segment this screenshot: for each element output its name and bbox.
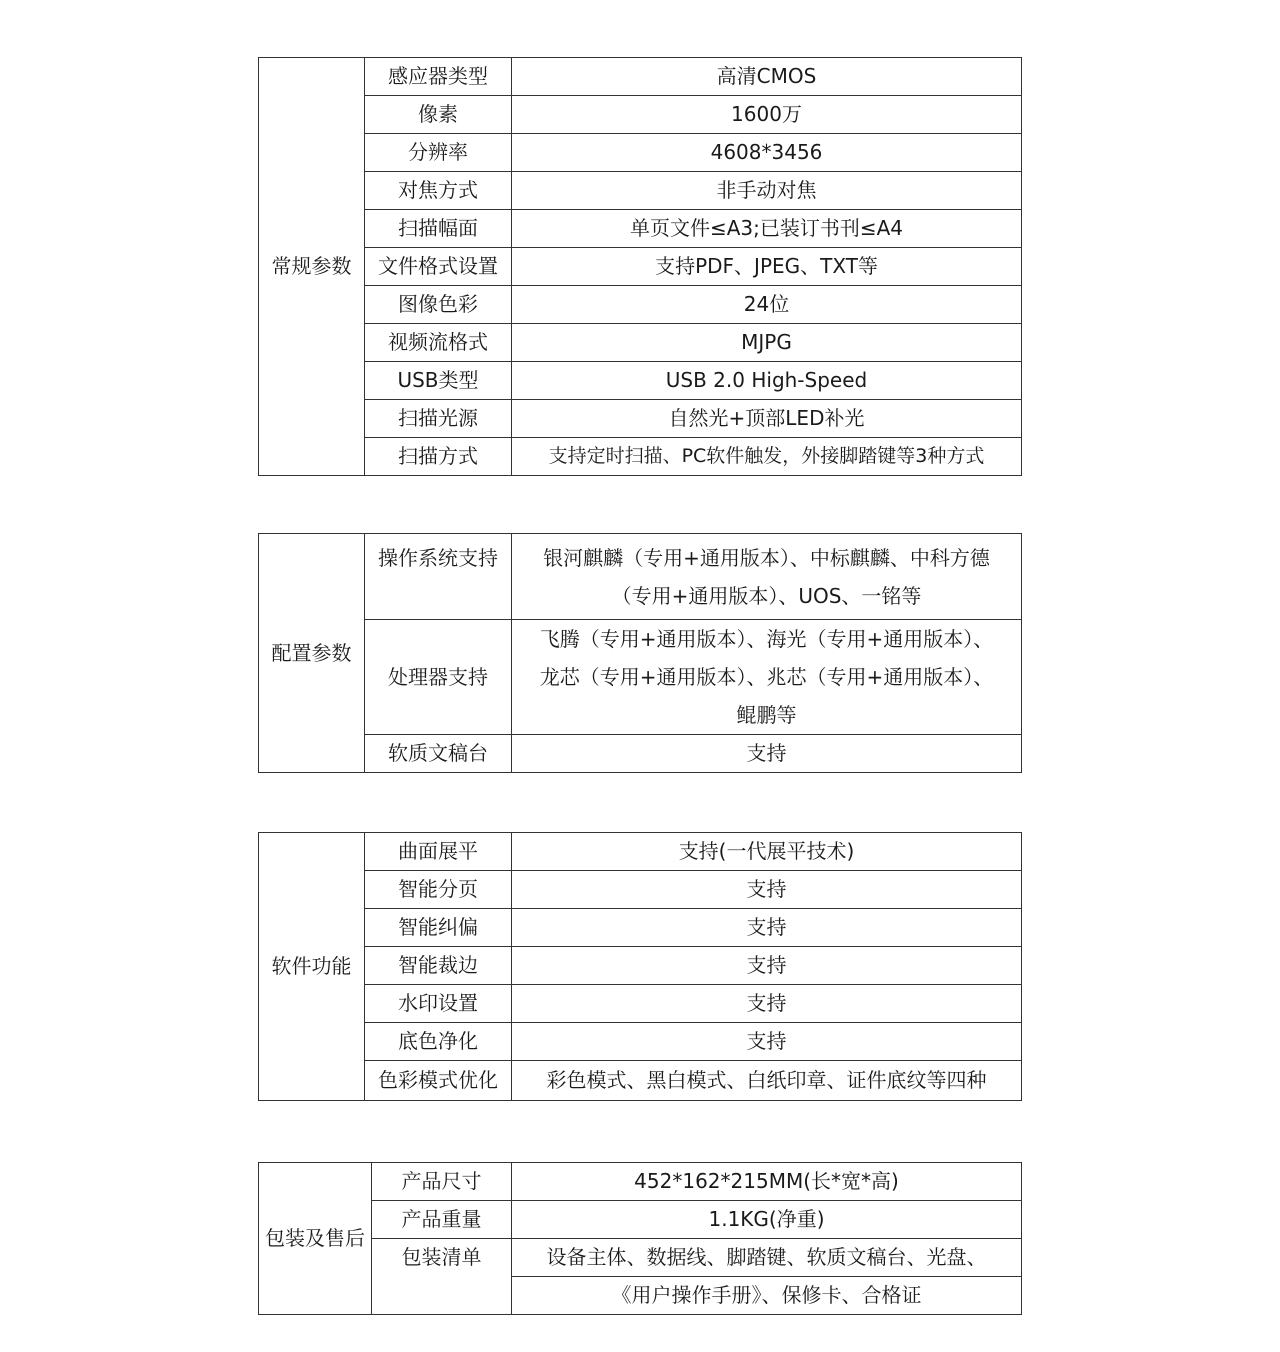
param-value: 支持 — [512, 871, 1022, 909]
param-label: 软质文稿台 — [365, 735, 512, 773]
param-label: 图像色彩 — [365, 286, 512, 324]
table-row — [259, 1163, 1022, 1201]
param-value: 支持(一代展平技术) — [512, 833, 1022, 871]
table-row — [259, 1239, 1022, 1277]
param-value: 支持定时扫描、PC软件触发，外接脚踏键等3种方式 — [512, 438, 1022, 476]
param-value: 支持 — [512, 909, 1022, 947]
param-value: 452*162*215MM(长*宽*高) — [512, 1163, 1022, 1201]
table-row — [259, 134, 1022, 172]
param-label: 包装清单 — [372, 1239, 512, 1315]
param-value: 高清CMOS — [512, 58, 1022, 96]
table-row — [259, 985, 1022, 1023]
param-value — [512, 620, 1022, 735]
param-label: 对焦方式 — [365, 172, 512, 210]
param-value: 1.1KG(净重) — [512, 1201, 1022, 1239]
category-cell: 常规参数 — [259, 58, 365, 476]
param-label: 操作系统支持 — [365, 534, 512, 620]
param-value: 非手动对焦 — [512, 172, 1022, 210]
param-label: 文件格式设置 — [365, 248, 512, 286]
table-row — [259, 620, 1022, 735]
param-value: 彩色模式、黑白模式、白纸印章、证件底纹等四种 — [512, 1061, 1022, 1101]
table-row — [259, 210, 1022, 248]
table-row — [259, 1201, 1022, 1239]
table-row — [259, 438, 1022, 476]
param-value: 24位 — [512, 286, 1022, 324]
param-value: 《用户操作手册》、保修卡、合格证 — [512, 1277, 1022, 1315]
param-value: 单页文件≤A3;已装订书刊≤A4 — [512, 210, 1022, 248]
software-features-table — [258, 832, 1022, 1101]
param-value: USB 2.0 High-Speed — [512, 362, 1022, 400]
category-cell: 包装及售后 — [259, 1163, 372, 1315]
param-label: 智能纠偏 — [365, 909, 512, 947]
param-label: 曲面展平 — [365, 833, 512, 871]
table-row — [259, 1061, 1022, 1101]
table-row — [259, 735, 1022, 773]
table-row — [259, 909, 1022, 947]
param-label: 产品尺寸 — [372, 1163, 512, 1201]
param-label: 分辨率 — [365, 134, 512, 172]
param-label: 底色净化 — [365, 1023, 512, 1061]
param-value: 支持PDF、JPEG、TXT等 — [512, 248, 1022, 286]
param-value — [512, 534, 1022, 620]
param-value: 支持 — [512, 985, 1022, 1023]
table-row — [259, 286, 1022, 324]
value-line: （专用+通用版本）、UOS、一铭等 — [611, 583, 922, 608]
param-label: 感应器类型 — [365, 58, 512, 96]
param-label: 智能裁边 — [365, 947, 512, 985]
table-row — [259, 172, 1022, 210]
param-label: 色彩模式优化 — [365, 1061, 512, 1101]
config-params-table — [258, 533, 1022, 773]
value-line: 银河麒麟（专用+通用版本）、中标麒麟、中科方德 — [543, 545, 990, 570]
param-label: 视频流格式 — [365, 324, 512, 362]
table-row — [259, 534, 1022, 620]
param-label: 扫描方式 — [365, 438, 512, 476]
table-row — [259, 324, 1022, 362]
table-row — [259, 947, 1022, 985]
param-value: 自然光+顶部LED补光 — [512, 400, 1022, 438]
param-value: 支持 — [512, 735, 1022, 773]
param-label: USB类型 — [365, 362, 512, 400]
param-label: 处理器支持 — [365, 620, 512, 735]
param-label: 智能分页 — [365, 871, 512, 909]
table-row — [259, 1023, 1022, 1061]
category-cell: 软件功能 — [259, 833, 365, 1101]
table-row — [259, 96, 1022, 134]
param-value: 1600万 — [512, 96, 1022, 134]
general-params-table — [258, 57, 1022, 476]
table-row — [259, 248, 1022, 286]
value-line: 鲲鹏等 — [736, 703, 797, 727]
table-row — [259, 58, 1022, 96]
table-row — [259, 362, 1022, 400]
value-line: 飞腾（专用+通用版本）、海光（专用+通用版本）、 — [539, 627, 994, 651]
param-value: 4608*3456 — [512, 134, 1022, 172]
param-label: 像素 — [365, 96, 512, 134]
value-line: 龙芯（专用+通用版本）、兆芯（专用+通用版本）、 — [539, 665, 994, 689]
table-row — [259, 871, 1022, 909]
category-cell: 配置参数 — [259, 534, 365, 773]
param-label: 水印设置 — [365, 985, 512, 1023]
param-label: 扫描光源 — [365, 400, 512, 438]
param-value: MJPG — [512, 324, 1022, 362]
param-value: 支持 — [512, 947, 1022, 985]
param-label: 扫描幅面 — [365, 210, 512, 248]
param-label: 产品重量 — [372, 1201, 512, 1239]
table-row — [259, 400, 1022, 438]
package-aftersales-table — [258, 1162, 1022, 1315]
param-value: 支持 — [512, 1023, 1022, 1061]
table-row — [259, 833, 1022, 871]
param-value: 设备主体、数据线、脚踏键、软质文稿台、光盘、 — [512, 1239, 1022, 1277]
